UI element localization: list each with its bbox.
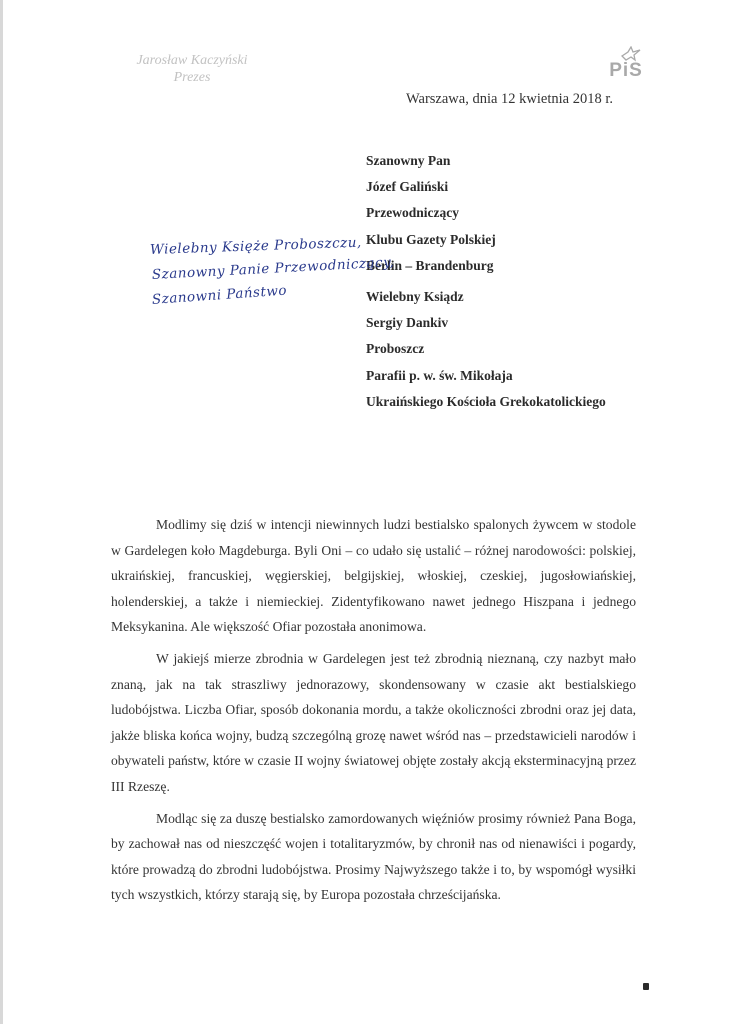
body-paragraph: Modlimy się dziś w intencji niewinnych ludzi bestialsko spalonych żywcem w stodole w Gardelegen koło Magdeburga. Byli Oni – co udało się ustalić – różnej narodowości: polskiej, ukraińskiej, francuskiej, węgierskiej, belgijskiej, włoskiej, czeskiej, jugosłowiańskiej, holenderskiej, a także i niemieckiej. Zidentyfikowano nawet jednego Hiszpana i jednego Meksykanina. Ale większość Ofiar pozostała anonimowa. [111, 517, 636, 635]
handwritten-line: Wielebny Księże Proboszczu, [149, 234, 362, 258]
party-logo [600, 46, 652, 88]
addressee-line: Sergiy Dankiv [366, 315, 449, 331]
addressee-line: Parafii p. w. św. Mikołaja [366, 367, 513, 383]
logo-text: PiS [609, 60, 643, 81]
addressee-block-2 [366, 284, 606, 415]
scan-mark [643, 983, 649, 990]
date-line: Warszawa, dnia 12 kwietnia 2018 r. [406, 91, 614, 107]
handwritten-line: Szanowny Panie Przewodniczący, [151, 254, 395, 283]
letterhead-title: Prezes [173, 70, 211, 85]
letter-body [111, 512, 636, 914]
page-edge [0, 0, 3, 1024]
body-paragraph: W jakiejś mierze zbrodnia w Gardelegen jest też zbrodnią nieznaną, czy nazbyt mało znaną, jak na tak straszliwy jednorazowy, skondensowany w czasie akt bestialskiego ludobójstwa. Liczba Ofiar, sposób dokonania mordu, a także okoliczności zbrodni oraz jej data, jakże bliska końca wojny, budzą szczególną grozę nawet wśród nas – przedstawicieli narodów i obywateli państw, które w czasie II wojny światowej objęte zostały akcją eksterminacyjną przez III Rzeszę. [111, 650, 636, 794]
addressee-line: Proboszcz [366, 341, 425, 357]
addressee-line: Szanowny Pan [366, 153, 451, 168]
handwritten-line: Szanowni Państwo [151, 282, 288, 308]
addressee-line: Klubu Gazety Polskiej [366, 231, 496, 247]
addressee-line: Przewodniczący [366, 205, 459, 221]
letterhead [112, 52, 272, 86]
letterhead-name: Jarosław Kaczyński [136, 53, 248, 68]
addressee-line: Berlin – Brandenburg [366, 257, 494, 273]
addressee-line: Józef Galiński [366, 179, 449, 195]
handwritten-salutation [149, 234, 395, 313]
addressee-line: Wielebny Ksiądz [366, 289, 464, 304]
addressee-line: Ukraińskiego Kościoła Grekokatolickiego [366, 393, 606, 409]
body-paragraph: Modląc się za duszę bestialsko zamordowanych więźniów prosimy również Pana Boga, by zachował nas od nieszczęść wojen i totalitaryzmów, by chronił nas od nienawiści i pogardy, które prowadzą do zbrodni ludobójstwa. Prosimy Najwyższego także i to, by wspomógł wysiłki tych wszystkich, którzy starają się, by Europa pozostała chrześcijańska. [111, 810, 636, 903]
